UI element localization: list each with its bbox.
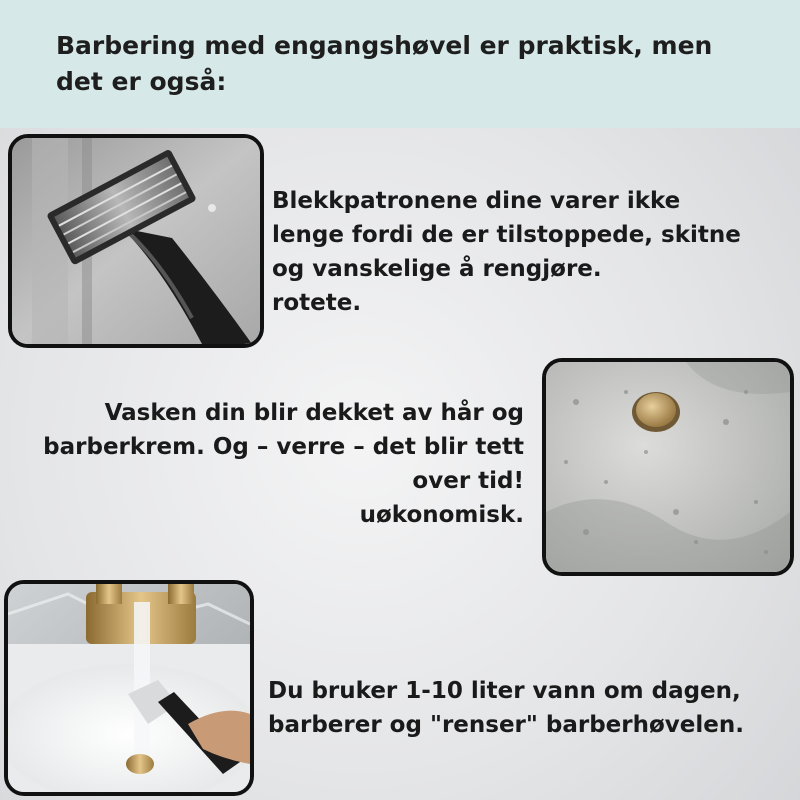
text-line: Vasken din blir dekket av hår og	[104, 400, 524, 426]
text-block-water	[268, 674, 744, 742]
razor-cartridge-image	[12, 138, 260, 344]
text-line: barberer og "renser" barberhøvelen.	[268, 712, 744, 738]
text-line: rotete.	[272, 290, 362, 316]
text-line: uøkonomisk.	[359, 502, 524, 528]
page-title: Barbering med engangshøvel er praktisk, men det er også:	[56, 31, 713, 96]
text-line: barberkrem. Og – verre – det blir tett	[43, 434, 524, 460]
rinsing-razor-image	[8, 584, 250, 792]
dirty-sink-photo	[542, 358, 794, 576]
text-line: lenge fordi de er tilstoppede, skitne	[272, 222, 741, 248]
text-line: Du bruker 1-10 liter vann om dagen,	[268, 678, 741, 704]
text-line: over tid!	[412, 468, 524, 494]
rinsing-razor-photo	[4, 580, 254, 796]
razor-cartridge-photo	[8, 134, 264, 348]
text-line: Blekkpatronene dine varer ikke	[272, 188, 681, 214]
text-block-cartridges	[272, 184, 741, 320]
text-line: og vanskelige å rengjøre.	[272, 256, 602, 282]
dirty-sink-image	[546, 362, 790, 572]
text-block-sink	[43, 396, 524, 532]
header-banner	[0, 0, 800, 128]
